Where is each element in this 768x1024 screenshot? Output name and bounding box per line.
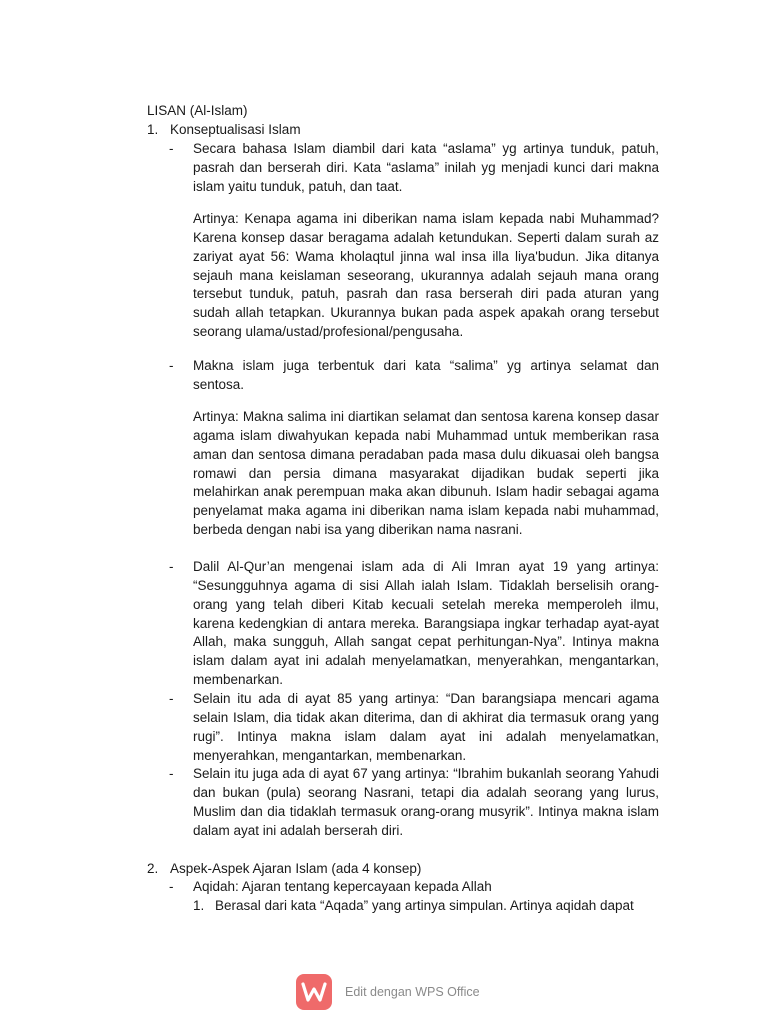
paragraph-ayat-67: Selain itu juga ada di ayat 67 yang artinya: “Ibrahim bukanlah seorang Yahudi dan bukan (pula) seorang Nasrani, tetapi dia adalah seorang yang lurus, Muslim dan dia tidaklah termasuk orang-orang musyrik”. Intinya makna islam dalam ayat ini adalah berserah diri. <box>193 766 659 838</box>
bullet-dash: - <box>169 766 174 781</box>
paragraph-salima: Makna islam juga terbentuk dari kata “salima” yg artinya selamat dan sentosa. <box>193 358 659 392</box>
wps-logo-icon[interactable] <box>296 974 332 1010</box>
bullet-dash: - <box>169 141 174 156</box>
document-title: LISAN (Al-Islam) <box>147 103 248 118</box>
bullet-dash: - <box>169 691 174 706</box>
aqidah-item-1-text: Berasal dari kata “Aqada” yang artinya simpulan. Artinya aqidah dapat <box>215 898 634 913</box>
paragraph-artinya-2: Artinya: Makna salima ini diartikan selamat dan sentosa karena konsep dasar agama islam diwahyukan kepada nabi Muhammad untuk memberikan rasa aman dan sentosa dimana peradaban pada masa dulu dikuasai oleh bangsa romawi dan persia dimana masyarakat dijadikan budak seperti jika melahirkan anak perempuan maka akan dibunuh. Islam hadir sebagai agama penyelamat maka agama ini diberikan nama islam kepada nabi muhammad, berbeda dengan nabi isa yang diberikan nama nasrani. <box>193 409 659 538</box>
section-2-number: 2. <box>147 861 159 876</box>
paragraph-aslama: Secara bahasa Islam diambil dari kata “aslama” yg artinya tunduk, patuh, pasrah dan berserah diri. Kata “aslama” inilah yg menjadi kunci dari makna islam yaitu tunduk, patuh, dan taat. <box>193 141 659 194</box>
wps-edit-banner[interactable] <box>296 974 480 1010</box>
paragraph-artinya-1: Artinya: Kenapa agama ini diberikan nama islam kepada nabi Muhammad? Karena konsep dasar beragama adalah ketundukan. Seperti dalam surah az zariyat ayat 56: Wama kholaqtul jinna wal insa illa liya'budun. Jika ditanya sejauh mana keislaman seseorang, ukurannya adalah sejauh mana orang tersebut tunduk, patuh, pasrah dan rasa berserah diri pada aturan yang sudah allah tetapkan. Ukurannya bukan pada aspek apakah orang tersebut seorang ulama/ustad/profesional/pengusaha. <box>193 211 659 340</box>
section-2-heading <box>147 860 421 878</box>
paragraph-ali-imran-19: Dalil Al-Qur’an mengenai islam ada di Ali Imran ayat 19 yang artinya: “Sesungguhnya agama di sisi Allah ialah Islam. Tidaklah berselisih orang-orang yang telah diberi Kitab kecuali setelah mereka memperoleh ilmu, karena kedengkian di antara mereka. Barangsiapa ingkar terhadap ayat-ayat Allah, maka sungguh, Allah sangat cepat perhitungan-Nya”. Intinya makna islam dalam ayat ini adalah menyelamatkan, menyerahkan, mengantarkan, membenarkan. <box>193 559 659 688</box>
section-1-heading <box>147 121 301 139</box>
list-item-number: 1. <box>193 898 205 913</box>
wps-edit-text[interactable]: Edit dengan WPS Office <box>345 985 480 999</box>
bullet-dash: - <box>169 879 174 894</box>
wps-w-icon <box>301 981 327 1003</box>
paragraph-ayat-85: Selain itu ada di ayat 85 yang artinya: “Dan barangsiapa mencari agama selain Islam, dia tidak akan diterima, dan di akhirat dia termasuk orang yang rugi”. Intinya makna islam dalam ayat ini adalah menyelamatkan, menyerahkan, mengantarkan, membenarkan. <box>193 691 659 763</box>
section-1-title: Konseptualisasi Islam <box>170 122 301 137</box>
bullet-dash: - <box>169 559 174 574</box>
bullet-dash: - <box>169 358 174 373</box>
aqidah-subheading: Aqidah: Ajaran tentang kepercayaan kepada Allah <box>193 879 492 894</box>
section-2-title: Aspek-Aspek Ajaran Islam (ada 4 konsep) <box>170 861 422 876</box>
section-1-number: 1. <box>147 122 159 137</box>
